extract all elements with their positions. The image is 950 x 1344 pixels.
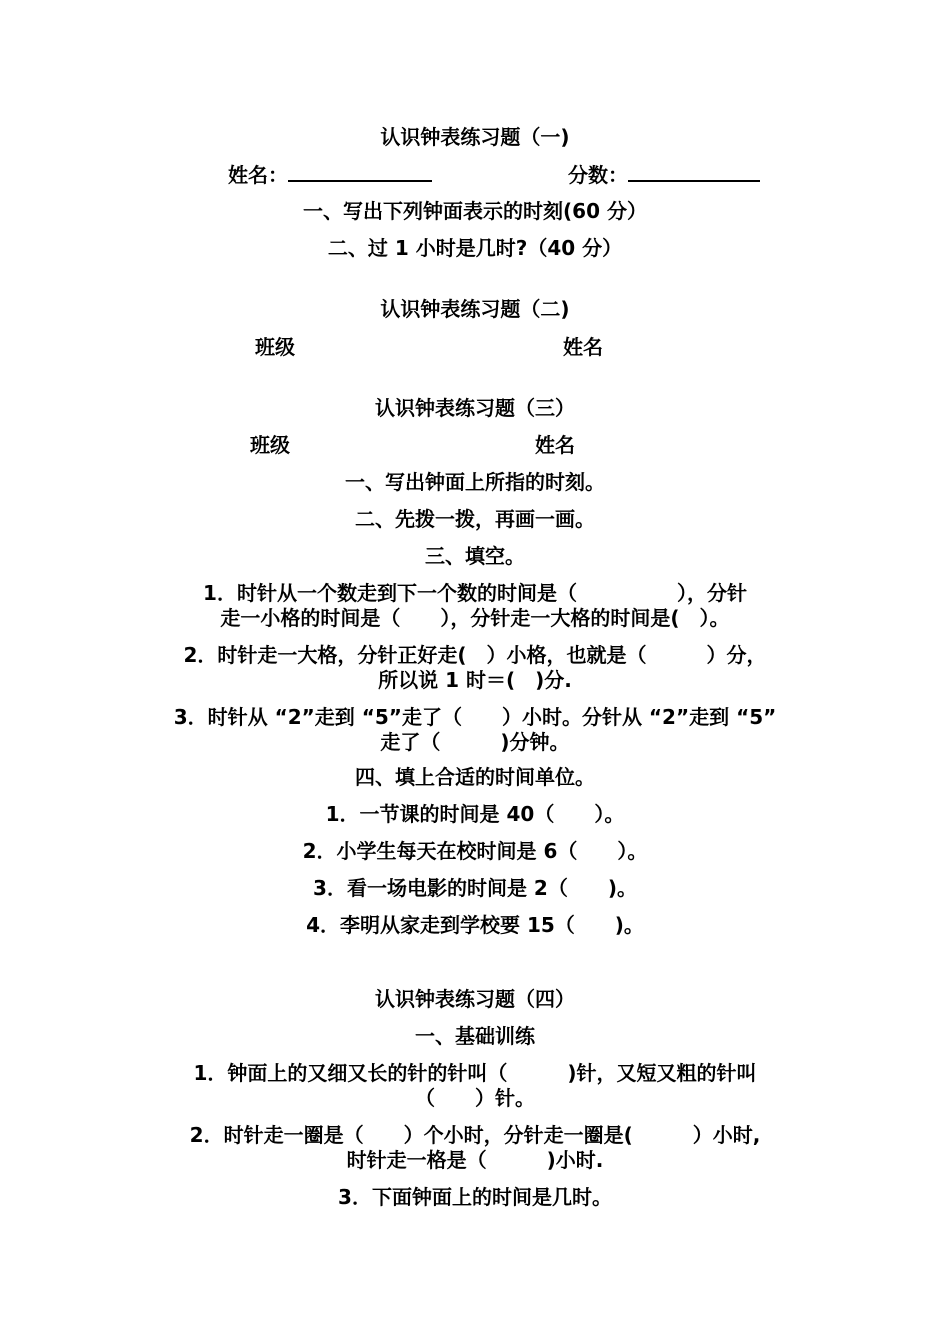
name-blank[interactable] bbox=[288, 162, 432, 182]
score-label: 分数： bbox=[568, 163, 628, 187]
basic-3: 3．下面钟面上的时间是几时。 bbox=[338, 1185, 612, 1209]
section-3-name-label: 姓名 bbox=[535, 433, 575, 457]
section-3-heading-4: 四、填上合适的时间单位。 bbox=[355, 765, 595, 789]
section-3-heading-3: 三、填空。 bbox=[425, 544, 525, 568]
unit-item-1: 1．一节课的时间是 40（ ）。 bbox=[325, 802, 625, 826]
section-4-title: 认识钟表练习题（四） bbox=[375, 987, 575, 1011]
name-label: 姓名： bbox=[228, 163, 288, 187]
score-blank[interactable] bbox=[628, 162, 760, 182]
unit-item-4: 4．李明从家走到学校要 15（ )。 bbox=[306, 913, 644, 937]
unit-item-3: 3．看一场电影的时间是 2（ )。 bbox=[313, 876, 637, 900]
fill-2-line-2: 所以说 1 时＝( )分. bbox=[378, 668, 572, 692]
basic-1-line-2: （ ）针。 bbox=[415, 1086, 535, 1110]
unit-item-2: 2．小学生每天在校时间是 6（ ）。 bbox=[302, 839, 648, 863]
fill-1-line-1: 1．时针从一个数走到下一个数的时间是（ ），分针 bbox=[203, 581, 747, 605]
fill-3-line-2: 走了（ )分钟。 bbox=[380, 730, 570, 754]
section-2-name-label: 姓名 bbox=[563, 335, 603, 359]
name-field bbox=[228, 162, 432, 187]
section-4-heading-1: 一、基础训练 bbox=[415, 1024, 535, 1048]
fill-1-line-2: 走一小格的时间是（ ），分针走一大格的时间是( ）。 bbox=[220, 606, 730, 630]
section-3-heading-2: 二、先拨一拨，再画一画。 bbox=[355, 507, 595, 531]
section-2-class-label: 班级 bbox=[255, 335, 295, 359]
section-1-question-1: 一、写出下列钟面表示的时刻(60 分） bbox=[303, 199, 647, 223]
section-3-title: 认识钟表练习题（三） bbox=[375, 396, 575, 420]
basic-1-line-1: 1．钟面上的又细又长的针的针叫（ )针，又短又粗的针叫 bbox=[193, 1061, 757, 1085]
basic-2-line-1: 2．时针走一圈是（ ）个小时，分针走一圈是( ）小时, bbox=[189, 1123, 761, 1147]
fill-2-line-1: 2．时针走一大格，分针正好走( ）小格，也就是（ ）分， bbox=[183, 643, 767, 667]
basic-2-line-2: 时针走一格是（ )小时. bbox=[346, 1148, 604, 1172]
fill-3-line-1: 3．时针从 “2”走到 “5”走了（ ）小时。分针从 “2”走到 “5” bbox=[173, 705, 777, 729]
score-field bbox=[568, 162, 760, 187]
section-3-class-label: 班级 bbox=[250, 433, 290, 457]
section-1-title: 认识钟表练习题（一) bbox=[380, 125, 570, 149]
section-3-heading-1: 一、写出钟面上所指的时刻。 bbox=[345, 470, 605, 494]
section-1-question-2: 二、过 1 小时是几时?（40 分） bbox=[327, 236, 623, 260]
section-2-title: 认识钟表练习题（二) bbox=[380, 297, 570, 321]
